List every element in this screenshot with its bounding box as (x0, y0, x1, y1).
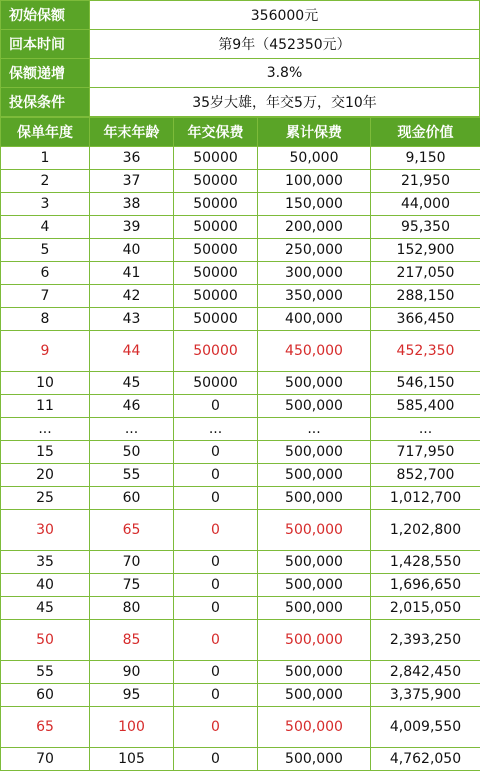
cell-policy-year: 25 (1, 487, 90, 510)
table-row (1, 262, 480, 285)
table-row (1, 418, 480, 441)
table-row (1, 487, 480, 510)
cell-annual-premium: 0 (174, 395, 258, 418)
cell-total-premium: 500,000 (258, 441, 371, 464)
table-row (1, 551, 480, 574)
cell-cash-value: 546,150 (371, 372, 480, 395)
table-row (1, 193, 480, 216)
table-row (1, 285, 480, 308)
cell-total-premium: 450,000 (258, 331, 371, 372)
cell-age: 44 (90, 331, 174, 372)
cell-cash-value: 2,015,050 (371, 597, 480, 620)
cell-total-premium: 300,000 (258, 262, 371, 285)
cell-total-premium: 500,000 (258, 684, 371, 707)
table-row (1, 464, 480, 487)
table-row (1, 748, 480, 771)
table-header-row (1, 118, 480, 147)
cell-annual-premium: 50000 (174, 193, 258, 216)
cell-annual-premium: 50000 (174, 262, 258, 285)
table-row (1, 170, 480, 193)
cell-cash-value: 1,696,650 (371, 574, 480, 597)
cell-policy-year: 40 (1, 574, 90, 597)
cell-annual-premium: 0 (174, 510, 258, 551)
cell-policy-year: 35 (1, 551, 90, 574)
cell-policy-year: 3 (1, 193, 90, 216)
cell-policy-year: 2 (1, 170, 90, 193)
cell-total-premium: 500,000 (258, 551, 371, 574)
cell-age: 39 (90, 216, 174, 239)
cell-annual-premium: 50000 (174, 372, 258, 395)
table-row (1, 661, 480, 684)
cell-policy-year: 6 (1, 262, 90, 285)
cell-total-premium: 500,000 (258, 661, 371, 684)
cell-annual-premium: 50000 (174, 331, 258, 372)
table-row (1, 441, 480, 464)
cell-total-premium: ... (258, 418, 371, 441)
cell-cash-value: 3,375,900 (371, 684, 480, 707)
cell-age: 90 (90, 661, 174, 684)
cell-age: 40 (90, 239, 174, 262)
table-row (1, 684, 480, 707)
cell-cash-value: 585,400 (371, 395, 480, 418)
table-row (1, 308, 480, 331)
cell-policy-year: 10 (1, 372, 90, 395)
cell-total-premium: 500,000 (258, 372, 371, 395)
table-row (1, 372, 480, 395)
cell-policy-year: 60 (1, 684, 90, 707)
summary-value: 第9年（452350元） (90, 30, 480, 59)
cell-cash-value: 1,202,800 (371, 510, 480, 551)
table-row (1, 597, 480, 620)
cell-total-premium: 150,000 (258, 193, 371, 216)
cell-total-premium: 500,000 (258, 510, 371, 551)
cell-cash-value: 852,700 (371, 464, 480, 487)
cell-annual-premium: 0 (174, 707, 258, 748)
cell-annual-premium: 50000 (174, 239, 258, 262)
cell-age: 37 (90, 170, 174, 193)
cell-total-premium: 500,000 (258, 597, 371, 620)
cell-age: 46 (90, 395, 174, 418)
cell-age: 85 (90, 620, 174, 661)
column-header-policy-year: 保单年度 (1, 118, 90, 147)
cell-total-premium: 500,000 (258, 620, 371, 661)
cell-policy-year: 65 (1, 707, 90, 748)
cell-total-premium: 250,000 (258, 239, 371, 262)
cell-annual-premium: 0 (174, 464, 258, 487)
cell-policy-year: ... (1, 418, 90, 441)
cell-cash-value: 21,950 (371, 170, 480, 193)
cell-total-premium: 50,000 (258, 147, 371, 170)
summary-value: 356000元 (90, 1, 480, 30)
cell-age: 43 (90, 308, 174, 331)
cell-age: 45 (90, 372, 174, 395)
cell-cash-value: 1,012,700 (371, 487, 480, 510)
cell-annual-premium: 0 (174, 684, 258, 707)
cell-annual-premium: 0 (174, 551, 258, 574)
table-row (1, 147, 480, 170)
cell-annual-premium: 50000 (174, 216, 258, 239)
cell-total-premium: 200,000 (258, 216, 371, 239)
table-row (1, 331, 480, 372)
cell-annual-premium: 0 (174, 574, 258, 597)
cell-age: 38 (90, 193, 174, 216)
summary-row (1, 30, 480, 59)
cell-cash-value: 717,950 (371, 441, 480, 464)
table-row (1, 707, 480, 748)
cell-age: 80 (90, 597, 174, 620)
cell-annual-premium: 50000 (174, 308, 258, 331)
cell-age: 60 (90, 487, 174, 510)
table-row (1, 620, 480, 661)
cell-cash-value: 95,350 (371, 216, 480, 239)
cell-policy-year: 4 (1, 216, 90, 239)
summary-value: 35岁大雄，年交5万，交10年 (90, 88, 480, 117)
summary-label: 回本时间 (1, 30, 90, 59)
cell-age: 105 (90, 748, 174, 771)
cell-age: 36 (90, 147, 174, 170)
table-body (1, 147, 480, 771)
cell-annual-premium: ... (174, 418, 258, 441)
cell-policy-year: 45 (1, 597, 90, 620)
summary-value: 3.8% (90, 59, 480, 88)
cell-total-premium: 500,000 (258, 487, 371, 510)
cell-annual-premium: 0 (174, 748, 258, 771)
cell-policy-year: 55 (1, 661, 90, 684)
cell-annual-premium: 0 (174, 597, 258, 620)
cell-policy-year: 30 (1, 510, 90, 551)
cell-age: 42 (90, 285, 174, 308)
cell-cash-value: 4,762,050 (371, 748, 480, 771)
summary-row (1, 88, 480, 117)
cell-cash-value: 152,900 (371, 239, 480, 262)
table-row (1, 574, 480, 597)
cell-cash-value: 217,050 (371, 262, 480, 285)
cell-age: 55 (90, 464, 174, 487)
cell-total-premium: 400,000 (258, 308, 371, 331)
cell-age: 75 (90, 574, 174, 597)
summary-label: 投保条件 (1, 88, 90, 117)
cell-total-premium: 500,000 (258, 574, 371, 597)
cell-cash-value: 9,150 (371, 147, 480, 170)
table-row (1, 510, 480, 551)
cell-total-premium: 500,000 (258, 748, 371, 771)
table-row (1, 216, 480, 239)
cell-cash-value: 366,450 (371, 308, 480, 331)
summary-label: 初始保额 (1, 1, 90, 30)
column-header-age: 年末年龄 (90, 118, 174, 147)
cell-total-premium: 500,000 (258, 707, 371, 748)
cell-annual-premium: 50000 (174, 285, 258, 308)
column-header-annual-premium: 年交保费 (174, 118, 258, 147)
cell-annual-premium: 50000 (174, 147, 258, 170)
cash-value-table (0, 117, 480, 771)
cell-policy-year: 5 (1, 239, 90, 262)
summary-label: 保额递增 (1, 59, 90, 88)
cell-annual-premium: 0 (174, 620, 258, 661)
cell-cash-value: 2,842,450 (371, 661, 480, 684)
cell-cash-value: ... (371, 418, 480, 441)
cell-total-premium: 100,000 (258, 170, 371, 193)
cell-cash-value: 452,350 (371, 331, 480, 372)
cell-total-premium: 350,000 (258, 285, 371, 308)
cell-total-premium: 500,000 (258, 395, 371, 418)
cell-cash-value: 44,000 (371, 193, 480, 216)
cell-cash-value: 2,393,250 (371, 620, 480, 661)
cell-policy-year: 70 (1, 748, 90, 771)
cell-policy-year: 50 (1, 620, 90, 661)
cell-annual-premium: 0 (174, 661, 258, 684)
column-header-total-premium: 累计保费 (258, 118, 371, 147)
cell-total-premium: 500,000 (258, 464, 371, 487)
cell-annual-premium: 0 (174, 441, 258, 464)
cell-age: 41 (90, 262, 174, 285)
cell-age: 70 (90, 551, 174, 574)
cell-policy-year: 8 (1, 308, 90, 331)
cell-policy-year: 15 (1, 441, 90, 464)
cell-policy-year: 7 (1, 285, 90, 308)
cell-annual-premium: 0 (174, 487, 258, 510)
summary-table (0, 0, 480, 117)
cell-cash-value: 288,150 (371, 285, 480, 308)
cell-cash-value: 1,428,550 (371, 551, 480, 574)
summary-row (1, 1, 480, 30)
summary-row (1, 59, 480, 88)
table-row (1, 395, 480, 418)
cell-age: 50 (90, 441, 174, 464)
cell-policy-year: 11 (1, 395, 90, 418)
cell-age: 65 (90, 510, 174, 551)
cell-annual-premium: 50000 (174, 170, 258, 193)
cell-policy-year: 1 (1, 147, 90, 170)
cell-age: ... (90, 418, 174, 441)
cell-policy-year: 20 (1, 464, 90, 487)
table-row (1, 239, 480, 262)
cell-age: 95 (90, 684, 174, 707)
cell-policy-year: 9 (1, 331, 90, 372)
cell-age: 100 (90, 707, 174, 748)
column-header-cash-value: 现金价值 (371, 118, 480, 147)
cell-cash-value: 4,009,550 (371, 707, 480, 748)
